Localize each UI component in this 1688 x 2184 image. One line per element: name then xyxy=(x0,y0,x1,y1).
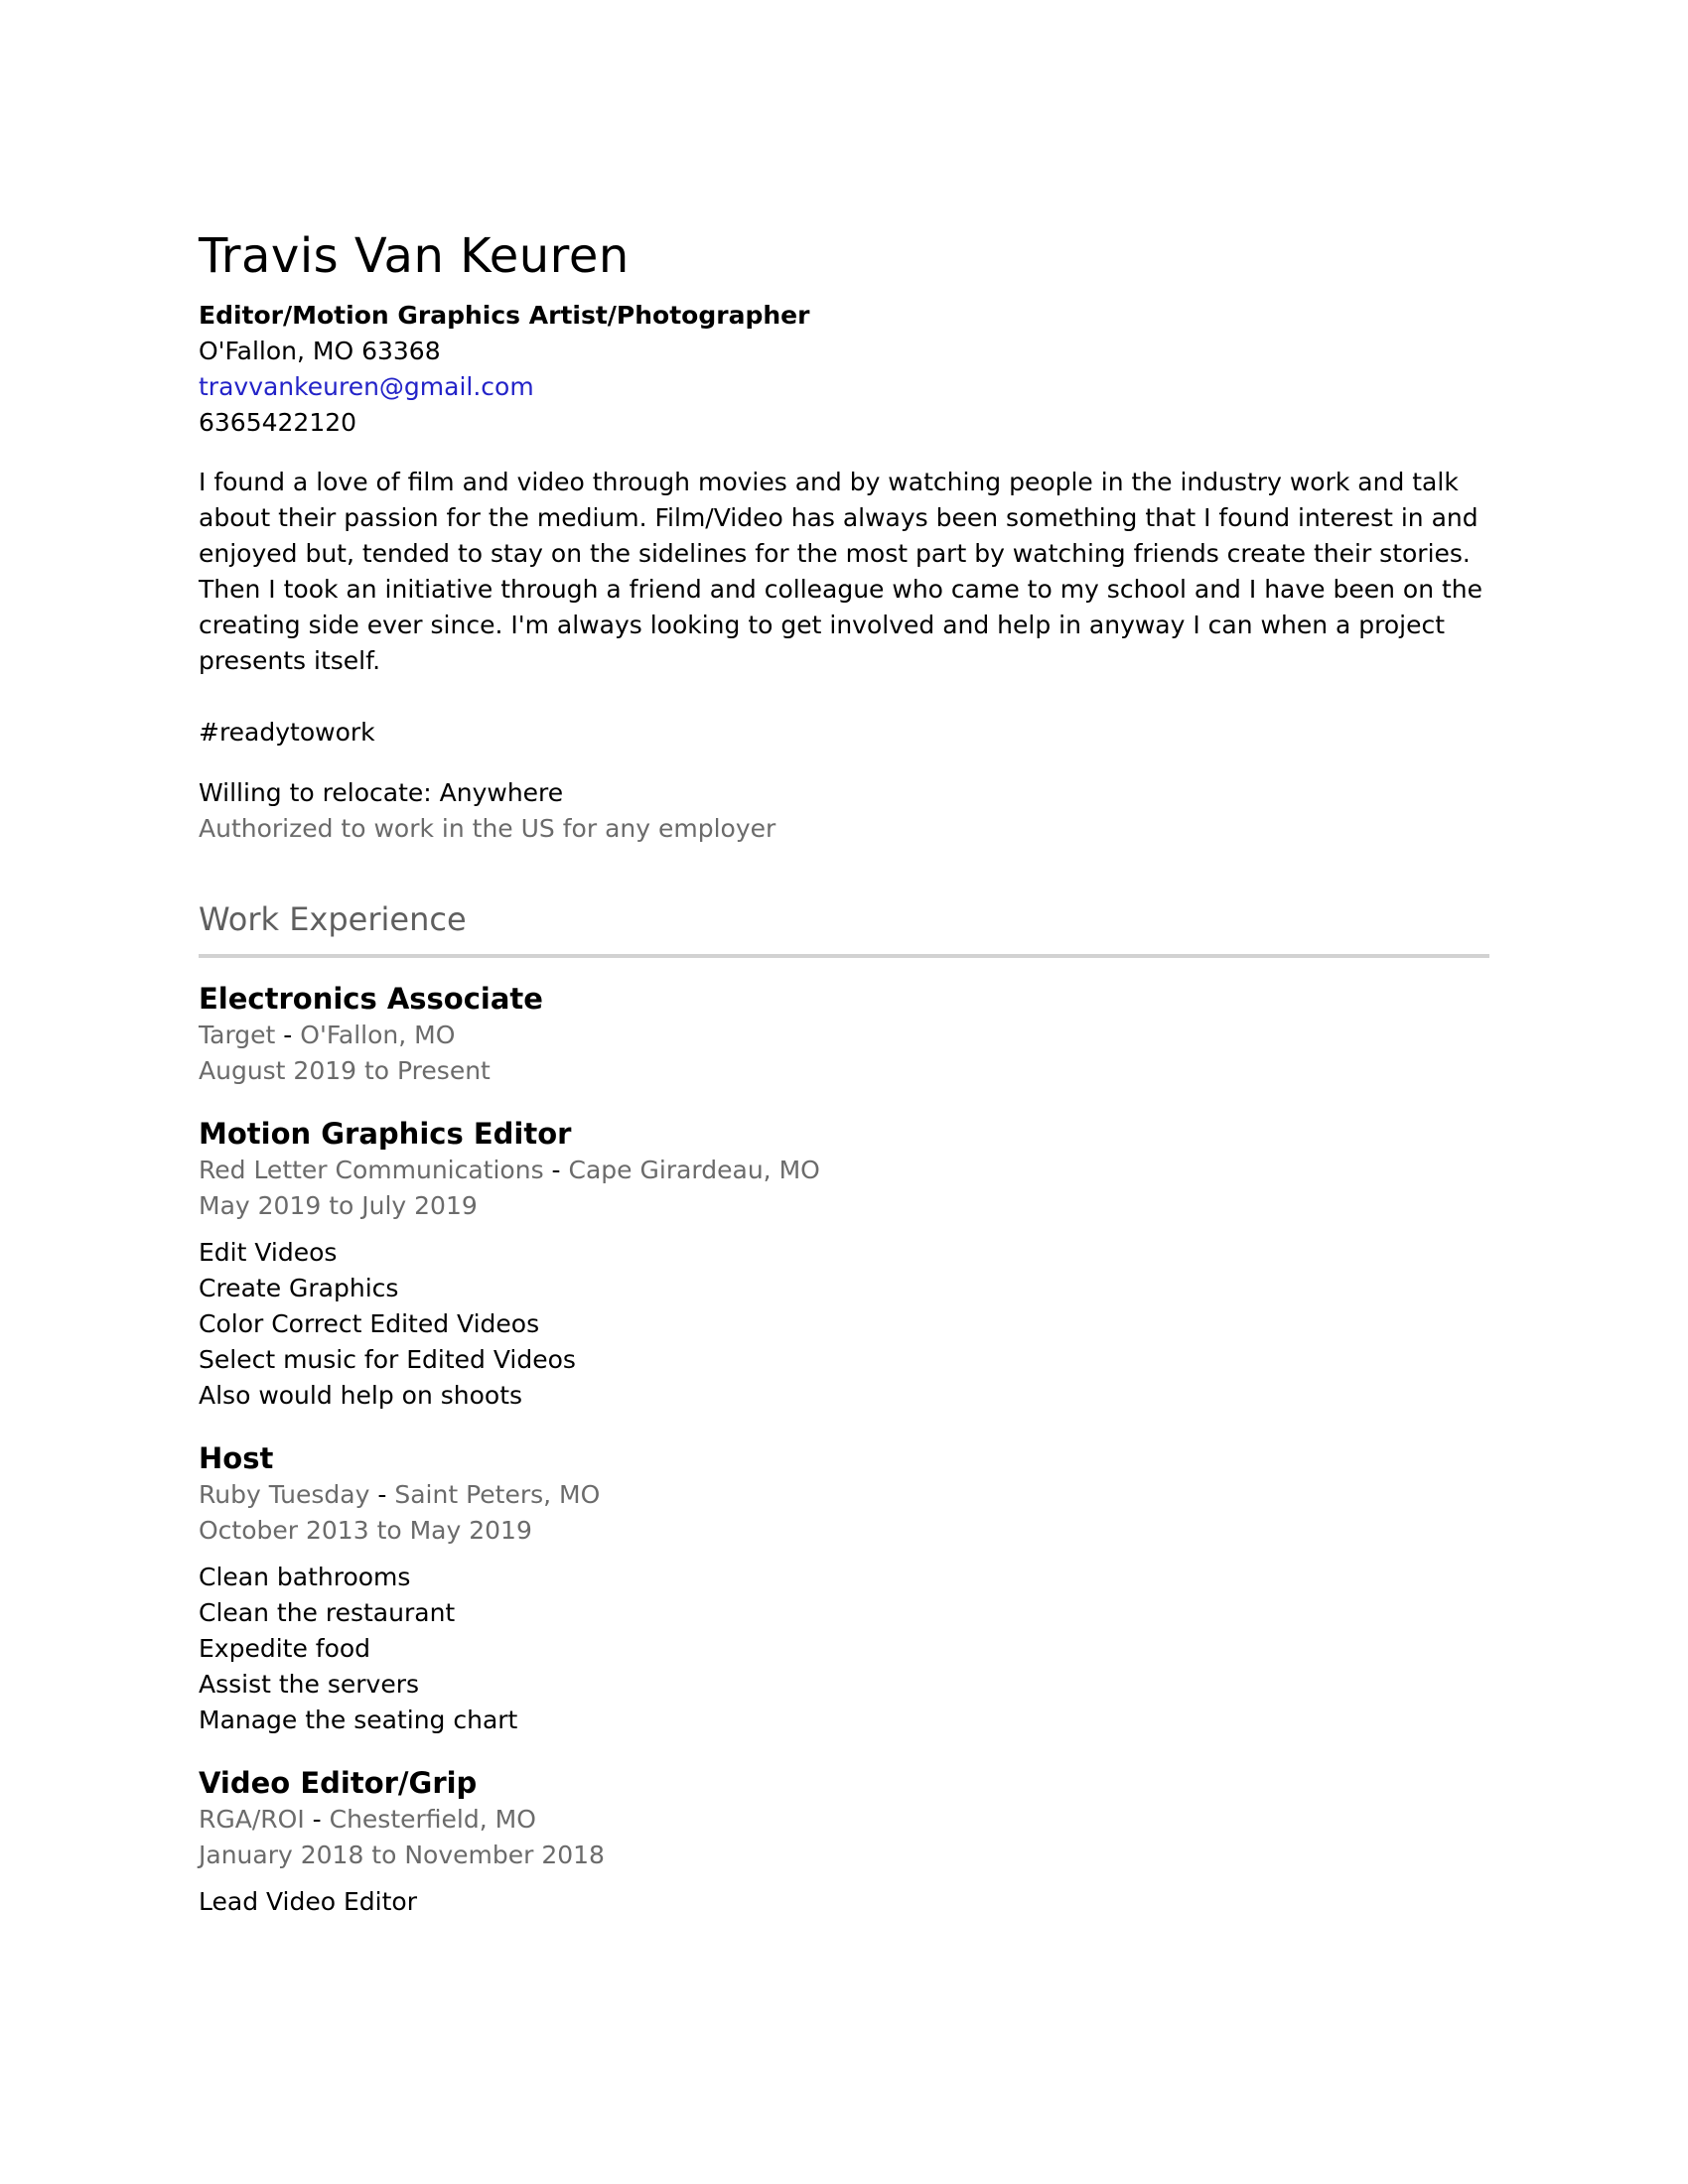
job-entry xyxy=(199,1115,1489,1414)
job-employer-line xyxy=(199,1153,1489,1188)
job-entry xyxy=(199,1764,1489,1920)
duty-item: Expedite food xyxy=(199,1634,371,1663)
job-location: O'Fallon, MO xyxy=(300,1021,456,1049)
work-experience-heading: Work Experience xyxy=(199,900,467,938)
duty-item: Create Graphics xyxy=(199,1274,399,1302)
job-company: Red Letter Communications xyxy=(199,1156,544,1184)
duty-item: Edit Videos xyxy=(199,1238,338,1267)
candidate-phone: 6365422120 xyxy=(199,408,357,437)
job-title: Motion Graphics Editor xyxy=(199,1117,572,1151)
summary-paragraph: I found a love of film and video through movies and by watching people in the industry work and talk about their passion for the medium. Film/Video has always been something that I found interest in and enjoyed but, tended to stay on the sidelines for the most part by watching friends create their stories. Then I took an initiative through a friend and colleague who came to my school and I have been on the creating side ever since. I'm always looking to get involved and help in anyway I can when a project presents itself. xyxy=(199,468,1483,675)
duty-item: Clean bathrooms xyxy=(199,1563,411,1591)
job-separator: - xyxy=(369,1480,395,1509)
job-dates: January 2018 to November 2018 xyxy=(199,1841,605,1869)
duty-item: Select music for Edited Videos xyxy=(199,1345,576,1374)
resume-content xyxy=(199,226,1489,1920)
job-dates: October 2013 to May 2019 xyxy=(199,1516,532,1545)
duty-item: Color Correct Edited Videos xyxy=(199,1309,540,1338)
email-link[interactable]: travvankeuren@gmail.com xyxy=(199,372,534,401)
job-dates: May 2019 to July 2019 xyxy=(199,1191,478,1220)
job-employer-line xyxy=(199,1018,1489,1053)
job-company: RGA/ROI xyxy=(199,1805,305,1834)
job-entry xyxy=(199,980,1489,1089)
section-divider xyxy=(199,954,1489,958)
job-employer-line xyxy=(199,1802,1489,1838)
job-list xyxy=(199,980,1489,1920)
job-title: Video Editor/Grip xyxy=(199,1766,478,1800)
duty-item: Also would help on shoots xyxy=(199,1381,523,1410)
summary-section xyxy=(199,465,1489,751)
job-duties xyxy=(199,1235,1489,1414)
duty-item: Clean the restaurant xyxy=(199,1598,456,1627)
candidate-location: O'Fallon, MO 63368 xyxy=(199,337,441,365)
duty-item: Assist the servers xyxy=(199,1670,420,1699)
job-company: Target xyxy=(199,1021,276,1049)
job-title: Electronics Associate xyxy=(199,982,543,1016)
candidate-email-line xyxy=(199,369,1489,405)
work-authorization: Authorized to work in the US for any employer xyxy=(199,814,776,843)
summary-hashtag: #readytowork xyxy=(199,718,375,747)
job-location: Chesterfield, MO xyxy=(329,1805,536,1834)
candidate-name: Travis Van Keuren xyxy=(199,228,630,284)
job-location: Cape Girardeau, MO xyxy=(568,1156,820,1184)
candidate-headline: Editor/Motion Graphics Artist/Photographer xyxy=(199,301,810,330)
job-title: Host xyxy=(199,1441,274,1475)
job-entry xyxy=(199,1439,1489,1738)
job-duties xyxy=(199,1560,1489,1738)
job-company: Ruby Tuesday xyxy=(199,1480,370,1509)
job-duties xyxy=(199,1884,1489,1920)
job-location: Saint Peters, MO xyxy=(394,1480,601,1509)
job-separator: - xyxy=(304,1805,330,1834)
duty-item: Manage the seating chart xyxy=(199,1706,518,1734)
relocation-preference: Willing to relocate: Anywhere xyxy=(199,778,564,807)
job-employer-line xyxy=(199,1477,1489,1513)
job-separator: - xyxy=(543,1156,569,1184)
duty-item: Lead Video Editor xyxy=(199,1887,417,1916)
job-dates: August 2019 to Present xyxy=(199,1056,491,1085)
job-separator: - xyxy=(275,1021,301,1049)
